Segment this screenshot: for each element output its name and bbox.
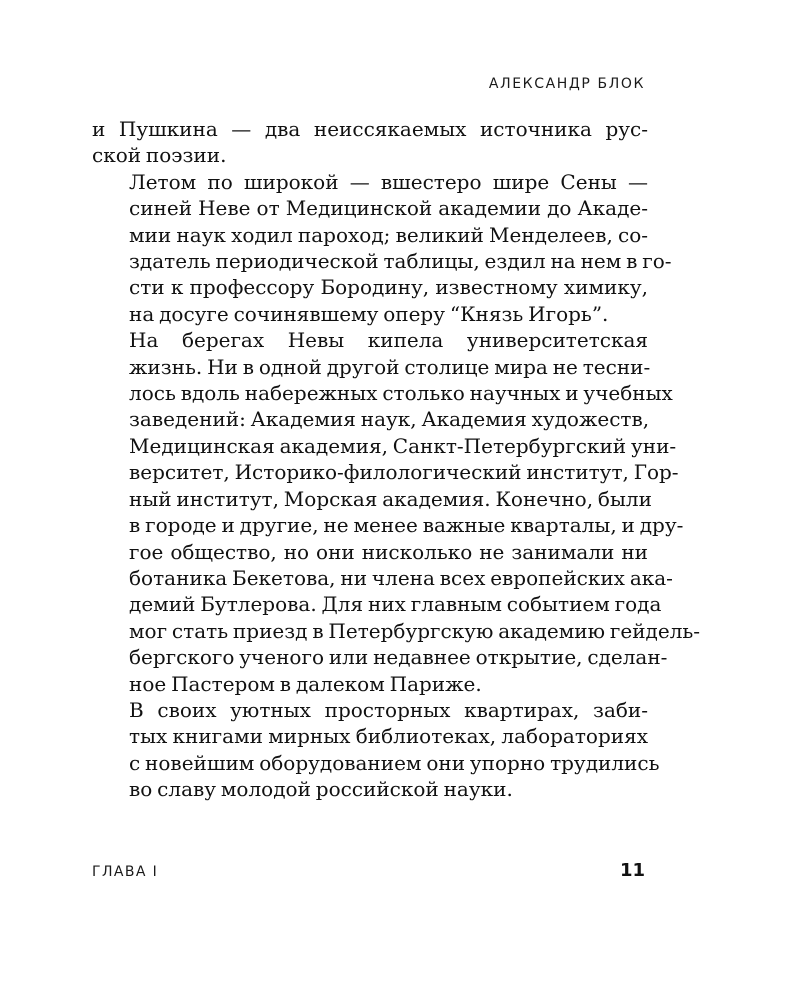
paragraph bbox=[92, 327, 701, 697]
text-line: мии наук ходил пароход; великий Менделеев, со- bbox=[129, 222, 648, 247]
text-line: Летом по широкой — вшестеро шире Сены — bbox=[129, 169, 648, 194]
text-line: и Пушкина — два неиссякаемых источника рус- bbox=[92, 117, 648, 141]
text-line: ботаника Бекетова, ни члена всех европейских ака- bbox=[129, 565, 673, 590]
running-head-author: АЛЕКСАНДР БЛОК bbox=[488, 76, 645, 92]
text-line: заведений: Академия наук, Академия художеств, bbox=[129, 407, 650, 432]
text-line: в городе и другие, не менее важные кварталы, и дру- bbox=[129, 513, 684, 538]
text-line: здатель периодической таблицы, ездил на нем в го- bbox=[129, 249, 672, 274]
text-line: На берегах Невы кипела университетская bbox=[129, 328, 648, 353]
text-line: гое общество, но они нисколько не занимали ни bbox=[129, 539, 648, 564]
text-line: мог стать приезд в Петербургскую академию гейдель- bbox=[129, 618, 701, 643]
text-line: верситет, Историко-филологический институт, Гор- bbox=[129, 460, 679, 485]
text-line: сти к профессору Бородину, известному химику, bbox=[129, 275, 648, 300]
text-line: жизнь. Ни в одной другой столице мира не тесни- bbox=[129, 354, 651, 379]
text-line: ный институт, Морская академия. Конечно, были bbox=[129, 486, 652, 511]
text-line: В своих уютных просторных квартирах, заби- bbox=[129, 697, 648, 722]
text-line: тых книгами мирных библиотеках, лабораториях bbox=[129, 724, 648, 749]
text-line: синей Неве от Медицинской академии до Акаде- bbox=[129, 196, 648, 221]
paragraph bbox=[92, 697, 660, 803]
paragraph bbox=[92, 116, 648, 169]
text-line: ской поэзии. bbox=[92, 143, 227, 168]
text-line: Медицинская академия, Санкт-Петербургский уни- bbox=[129, 433, 677, 458]
paragraph bbox=[92, 169, 672, 327]
text-line: ное Пастером в далеком Париже. bbox=[129, 671, 482, 696]
page-number: 11 bbox=[619, 860, 645, 881]
text-line: лось вдоль набережных столько научных и учебных bbox=[129, 381, 673, 406]
text-line: демий Бутлерова. Для них главным событием года bbox=[129, 592, 662, 617]
text-line: с новейшим оборудованием они упорно трудились bbox=[129, 750, 660, 775]
body-text bbox=[92, 116, 701, 803]
chapter-label: ГЛАВА I bbox=[92, 864, 159, 880]
text-line: бергского ученого или недавнее открытие, сделан- bbox=[129, 645, 668, 670]
text-line: во славу молодой российской науки. bbox=[129, 777, 513, 802]
text-line: на досуге сочинявшему оперу “Князь Игорь”. bbox=[129, 301, 609, 326]
